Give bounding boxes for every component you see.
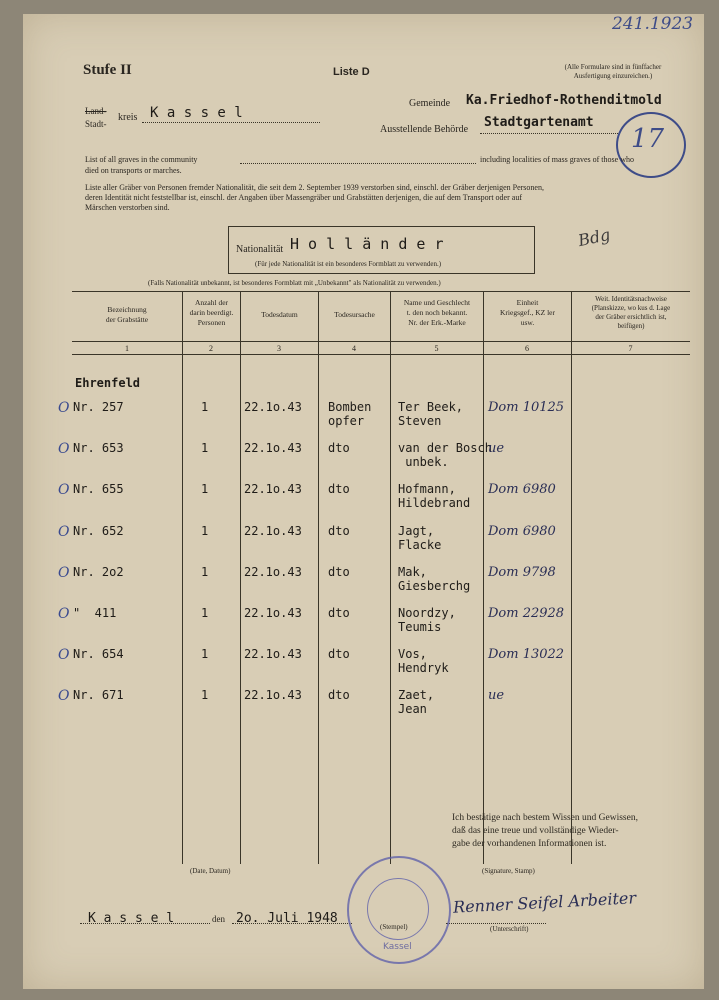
row-check-mark: O (58, 565, 70, 581)
col-divider-6 (571, 291, 572, 864)
death-cause: dto (328, 441, 350, 455)
kreis-label: kreis (118, 112, 138, 123)
burial-count: 1 (201, 647, 209, 661)
copies-note: (Alle Formulare sind in fünffacher Ausfertigung einzureichen.) (564, 63, 662, 80)
row-check-mark: O (58, 400, 70, 416)
row-check-mark: O (58, 688, 70, 704)
col-number-6: 6 (525, 344, 529, 353)
death-cause: dto (328, 524, 350, 538)
death-date: 22.1o.43 (244, 688, 302, 702)
archive-number: 241.1923 (612, 14, 694, 34)
header-col7: Weit. Identitätsnachweise (Planskizze, wo kus d. Lage der Gräber ersichtlich ist, beifügen) (591, 295, 671, 330)
row-check-mark: O (58, 441, 70, 457)
intro-english-2: died on transports or marches. (85, 166, 182, 175)
section-label: Ehrenfeld (75, 376, 141, 390)
date-caption: (Date, Datum) (190, 867, 231, 875)
place-dotline (80, 923, 210, 924)
person-name: Ter Beek, Steven (398, 400, 464, 428)
signature-dotline (446, 923, 546, 924)
kreis-underline (142, 122, 320, 123)
death-date: 22.1o.43 (244, 482, 302, 496)
col-divider-4 (390, 291, 391, 864)
stamp-text: Kassel (383, 942, 412, 952)
person-name: Jagt, Flacke (398, 524, 442, 552)
stadt-label: Stadt- (85, 119, 107, 129)
nationality-value: H o l l ä n d e r (290, 235, 444, 253)
unknown-note: (Falls Nationalität unbekannt, ist besonderes Formblatt mit „Unbekannt" als Nationalität zu verwenden.) (148, 279, 441, 287)
grave-number: Nr. 654 (73, 647, 124, 661)
header-col4: Todesursache (334, 310, 375, 319)
grave-number: Nr. 257 (73, 400, 124, 414)
burial-count: 1 (201, 400, 209, 414)
gemeinde-value: Ka.Friedhof-Rothenditmold (466, 93, 662, 108)
grave-number: Nr. 652 (73, 524, 124, 538)
grave-number: Nr. 2o2 (73, 565, 124, 579)
header-col6: Einheit Kriegsgef., KZ ler usw. (500, 298, 555, 327)
row-check-mark: O (58, 606, 70, 622)
death-cause: dto (328, 565, 350, 579)
death-cause: dto (328, 688, 350, 702)
header-col2: Anzahl der darin beerdigt. Personen (189, 298, 234, 327)
unterschrift-caption: (Unterschrift) (490, 925, 529, 933)
gemeinde-label: Gemeinde (409, 98, 451, 109)
certification-text: Ich bestätige nach bestem Wissen und Gewissen, daß das eine treue und vollständige Wieder- gabe der vorhandenen Informationen ist. (452, 813, 638, 849)
burial-count: 1 (201, 606, 209, 620)
burial-count: 1 (201, 482, 209, 496)
col-number-7: 7 (628, 344, 633, 353)
death-cause: dto (328, 606, 350, 620)
death-date: 22.1o.43 (244, 524, 302, 538)
table-header-line (72, 341, 690, 342)
place-value: K a s s e l (88, 911, 175, 926)
circled-number: 17 (631, 124, 665, 154)
date-dotline (232, 923, 352, 924)
death-date: 22.1o.43 (244, 400, 302, 414)
unit-handwritten: Dom 6980 (488, 482, 556, 497)
death-cause: dto (328, 482, 350, 496)
col-number-5: 5 (434, 344, 439, 353)
death-date: 22.1o.43 (244, 647, 302, 661)
burial-count: 1 (201, 524, 209, 538)
col-divider-2 (240, 291, 241, 864)
nationality-label: Nationalität (236, 244, 284, 255)
stamp-caption: (Stempel) (380, 923, 408, 931)
burial-count: 1 (201, 688, 209, 702)
unit-handwritten: ue (488, 688, 505, 703)
header-col5: Name und Geschlecht t. den noch bekannt. Nr. der Erk.-Marke (403, 298, 471, 327)
col-number-3: 3 (277, 344, 281, 353)
death-date: 22.1o.43 (244, 606, 302, 620)
kreis-value: K a s s e l (150, 105, 243, 121)
col-divider-1 (182, 291, 183, 864)
stufe-label: Stufe II (83, 62, 132, 78)
unit-handwritten: Dom 10125 (488, 400, 565, 415)
nationality-side-mark: Bdg (576, 224, 612, 251)
row-check-mark: O (58, 647, 70, 663)
person-name: van der Bosch unbek. (398, 441, 492, 469)
intro-english-a: List of all graves in the community (85, 155, 198, 164)
grave-number: Nr. 671 (73, 688, 124, 702)
burial-count: 1 (201, 565, 209, 579)
official-stamp (347, 856, 451, 964)
row-check-mark: O (58, 482, 70, 498)
intro-german: Liste aller Gräber von Personen fremder Nationalität, die seit dem 2. September 1939 verstorben sind, einschl. der Gräber derjenigen Personen, deren Identität nicht feststellbar ist, einschl. der Angaben über Massengräber und Grabstätten derjenigen, die auf dem Transport oder auf Märschen verstorben sind. (85, 183, 544, 212)
death-cause: dto (328, 647, 350, 661)
death-date: 22.1o.43 (244, 565, 302, 579)
unit-handwritten: Dom 13022 (488, 647, 565, 662)
grave-number: " 411 (73, 606, 117, 620)
death-date: 22.1o.43 (244, 441, 302, 455)
intro-english-b: including localities of mass graves of those who (480, 155, 634, 164)
den-label: den (212, 914, 225, 924)
unit-handwritten: Dom 6980 (488, 524, 556, 539)
signature-caption: (Signature, Stamp) (482, 867, 535, 875)
col-divider-3 (318, 291, 319, 864)
liste-label: Liste D (333, 66, 370, 78)
handwritten-signature: Renner Seifel Arbeiter (452, 888, 637, 917)
grave-number: Nr. 653 (73, 441, 124, 455)
col-number-2: 2 (209, 344, 213, 353)
header-col1: Bezeichnung der Grabstätte (105, 305, 149, 324)
person-name: Noordzy, Teumis (398, 606, 456, 634)
row-check-mark: O (58, 524, 70, 540)
person-name: Mak, Giesberchg (398, 565, 471, 593)
person-name: Zaet, Jean (398, 688, 435, 716)
burial-count: 1 (201, 441, 209, 455)
person-name: Vos, Hendryk (398, 647, 449, 675)
col-divider-5 (483, 291, 484, 864)
behoerde-label: Ausstellende Behörde (380, 124, 469, 135)
land-label: Land- (85, 106, 107, 116)
unit-handwritten: Dom 9798 (488, 565, 556, 580)
behoerde-value: Stadtgartenamt (484, 115, 594, 130)
unit-handwritten: Dom 22928 (488, 606, 565, 621)
header-col3: Todesdatum (261, 310, 298, 319)
intro-dotline (240, 163, 476, 164)
behoerde-underline (480, 133, 620, 134)
nationality-note: (Für jede Nationalität ist ein besonderes Formblatt zu verwenden.) (255, 260, 442, 268)
death-cause: Bomben opfer (328, 400, 372, 428)
person-name: Hofmann, Hildebrand (398, 482, 471, 510)
table-top-line (72, 291, 690, 292)
col-number-4: 4 (352, 344, 356, 353)
table-number-line (72, 354, 690, 355)
date-value: 2o. Juli 1948 (236, 911, 338, 926)
col-number-1: 1 (125, 344, 129, 353)
grave-number: Nr. 655 (73, 482, 124, 496)
unit-handwritten: ue (488, 441, 505, 456)
